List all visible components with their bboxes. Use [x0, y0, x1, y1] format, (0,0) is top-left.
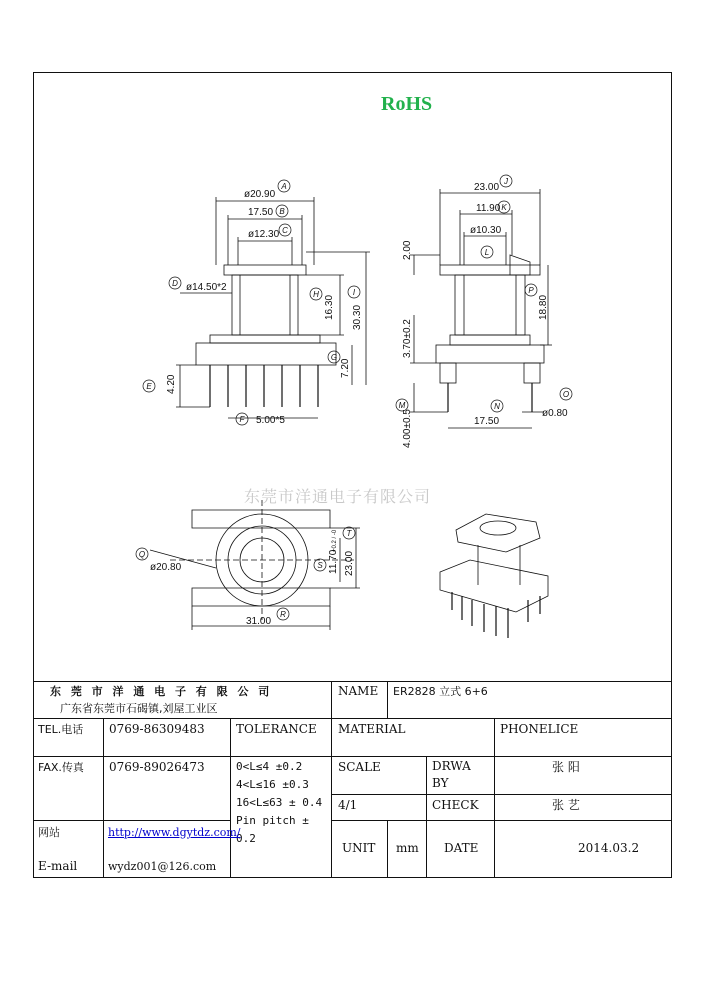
dim-h: 16.30 [324, 294, 335, 320]
tb-line [33, 820, 230, 821]
tb-line [331, 681, 332, 878]
tb-line [387, 681, 388, 718]
tb-line [494, 718, 495, 878]
dim-mid: 3.70±0.2 [402, 319, 413, 358]
tb-line [331, 820, 672, 821]
tb-line [33, 718, 672, 719]
dim-k: 11.90 [476, 203, 501, 214]
tolerance-rules: 0<L≤4 ±0.2 4<L≤16 ±0.3 16<L≤63 ± 0.4 Pin pitch ± 0.2 [236, 760, 323, 845]
fax-label: FAX.传真 [38, 761, 84, 774]
dim-top: 2.00 [402, 240, 413, 260]
tag-d: D [172, 279, 178, 288]
dim-e: 4.20 [166, 374, 177, 394]
tag-n: N [494, 402, 500, 411]
tb-line [331, 794, 672, 795]
unit-value: mm [396, 841, 419, 855]
dim-s-tolerance: +0.2 / -0 [332, 529, 338, 552]
tb-line [33, 756, 672, 757]
company-name: 东 莞 市 洋 通 电 子 有 限 公 司 [50, 685, 273, 698]
unit-label: UNIT [342, 841, 376, 855]
dim-j: 23.00 [474, 182, 500, 193]
part-name: ER2828 立式 6+6 [393, 685, 488, 698]
tolerance-label: TOLERANCE [236, 722, 317, 736]
dim-c: ø12.30 [248, 229, 280, 240]
tb-line [230, 718, 231, 878]
material-label: MATERIAL [338, 722, 406, 736]
tb-line [387, 820, 388, 878]
dim-n: 17.50 [474, 416, 500, 427]
material-value: PHONELICE [500, 722, 579, 736]
rohs-mark: RoHS [381, 93, 433, 115]
email-label: E-mail [38, 859, 78, 873]
tb-line [426, 756, 427, 878]
isometric-view [440, 514, 548, 638]
tag-g: G [330, 353, 338, 362]
tag-i: I [352, 288, 356, 297]
drawn-by-value: 张 阳 [552, 760, 580, 774]
website-label: 网站 [38, 826, 60, 839]
dim-g: 7.20 [340, 358, 351, 378]
tag-l: L [484, 248, 490, 257]
drawn-by-label: DRWA BY [432, 759, 471, 790]
tag-c: C [282, 226, 288, 235]
tag-f: F [239, 415, 245, 424]
date-label: DATE [444, 841, 479, 855]
tel-value: 0769-86309483 [109, 722, 205, 736]
company-address: 广东省东莞市石碣镇,刘屋工业区 [60, 702, 218, 715]
tag-r: R [280, 610, 286, 619]
tag-a: A [281, 182, 287, 191]
dim-b: 17.50 [248, 207, 274, 218]
dim-a: ø20.90 [244, 189, 276, 200]
tag-h: H [313, 290, 319, 299]
tag-k: K [501, 203, 507, 212]
tag-t: T [346, 529, 352, 538]
check-label: CHECK [432, 798, 479, 812]
tb-line [33, 681, 672, 682]
dim-r: 31.00 [246, 616, 272, 627]
email-value: wydz001@126.com [108, 860, 217, 873]
tag-b: B [279, 207, 285, 216]
company-watermark: 东莞市洋通电子有限公司 [244, 487, 432, 506]
dim-p: 18.80 [538, 294, 549, 320]
tag-s: S [317, 561, 323, 570]
tag-o: O [562, 390, 570, 399]
dim-m: 4.00±0.5 [402, 409, 413, 448]
tag-m: M [398, 401, 406, 410]
date-value: 2014.03.2 [578, 841, 640, 855]
dim-i: 30.30 [352, 304, 363, 330]
website-link[interactable]: http://www.dgytdz.com/ [108, 826, 241, 839]
dim-o: ø0.80 [542, 408, 568, 419]
tag-p: P [528, 286, 534, 295]
tb-line [103, 718, 104, 878]
scale-label: SCALE [338, 760, 381, 774]
tag-q: Q [138, 550, 146, 559]
tag-j: J [504, 177, 508, 186]
dim-l: ø10.30 [470, 225, 502, 236]
dim-s: 11.70 [328, 549, 339, 574]
name-label: NAME [338, 684, 379, 698]
tel-label: TEL.电话 [38, 723, 84, 736]
dim-f: 5.00*5 [256, 415, 285, 426]
dim-t: 23.00 [344, 550, 355, 576]
fax-value: 0769-89026473 [109, 760, 205, 774]
dim-d: ø14.50*2 [186, 282, 227, 293]
check-value: 张 艺 [552, 798, 580, 812]
dim-q: ø20.80 [150, 562, 182, 573]
scale-value: 4/1 [338, 798, 358, 812]
tag-e: E [146, 382, 152, 391]
